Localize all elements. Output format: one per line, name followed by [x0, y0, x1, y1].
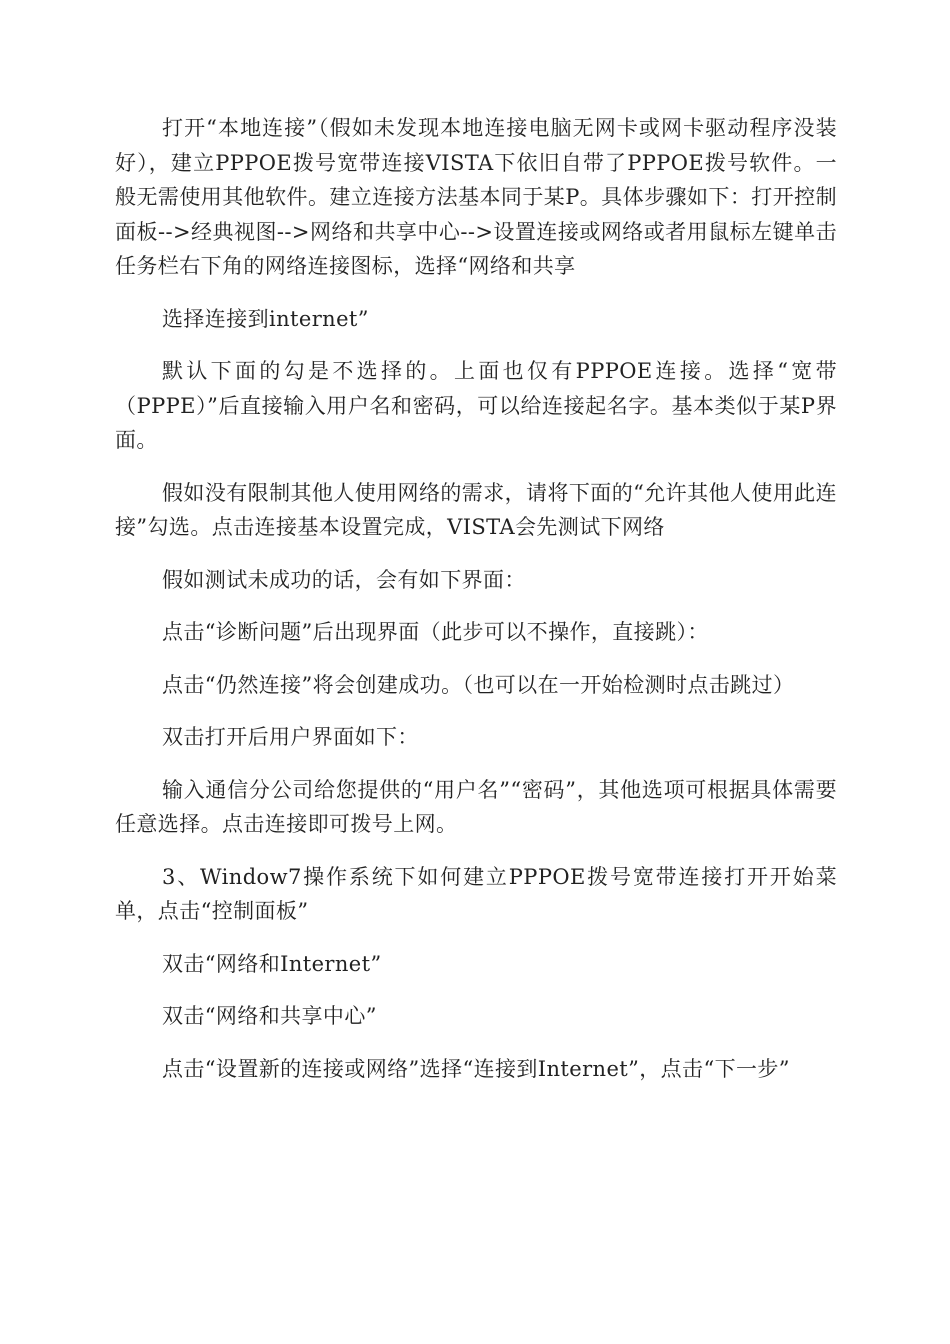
paragraph-allow-others: 假如没有限制其他人使用网络的需求，请将下面的“允许其他人使用此连接”勾选。点击连接基本设置完成，VISTA会先测试下网络 [115, 480, 837, 539]
paragraph-diagnose: 点击“诊断问题”后出现界面（此步可以不操作，直接跳）： [162, 620, 709, 644]
document-body [115, 111, 837, 1104]
paragraph-connect-anyway: 点击“仍然连接”将会创建成功。（也可以在一开始检测时点击跳过） [162, 672, 795, 697]
paragraph-windows7-section: 3、Window7操作系统下如何建立PPPOE拨号宽带连接打开开始菜单，点击“控制面板” [115, 864, 837, 923]
paragraph-network-sharing-center: 双击“网络和共享中心” [162, 1004, 377, 1028]
paragraph-test-failed: 假如测试未成功的话，会有如下界面： [162, 567, 526, 592]
paragraph-choose-connect-internet: 选择连接到internet” [162, 306, 369, 331]
paragraph-double-click-open: 双击打开后用户界面如下： [162, 725, 419, 749]
paragraph-default-checkbox: 默认下面的勾是不选择的。上面也仅有PPPOE连接。选择“宽带（PPPE）”后直接输入用户名和密码，可以给连接起名字。基本类似于某P界面。 [115, 359, 837, 452]
paragraph-setup-new-connection: 点击“设置新的连接或网络”选择“连接到Internet”，点击“下一步” [162, 1056, 790, 1081]
paragraph-open-local-connection: 打开“本地连接”（假如未发现本地连接电脑无网卡或网卡驱动程序没装好），建立PPPOE拨号宽带连接VISTA下依旧自带了PPPOE拨号软件。一般无需使用其他软件。建立连接方法基本同于某P。具体步骤如下：打开控制面板-->经典视图-->网络和共享中心-->设置连接或网络或者用鼠标左键单击任务栏右下角的网络连接图标，选择“网络和共享 [115, 116, 837, 278]
paragraph-network-internet: 双击“网络和Internet” [162, 951, 382, 976]
paragraph-enter-credentials: 输入通信分公司给您提供的“用户名”“密码”，其他选项可根据具体需要任意选择。点击连接即可拨号上网。 [115, 777, 837, 836]
